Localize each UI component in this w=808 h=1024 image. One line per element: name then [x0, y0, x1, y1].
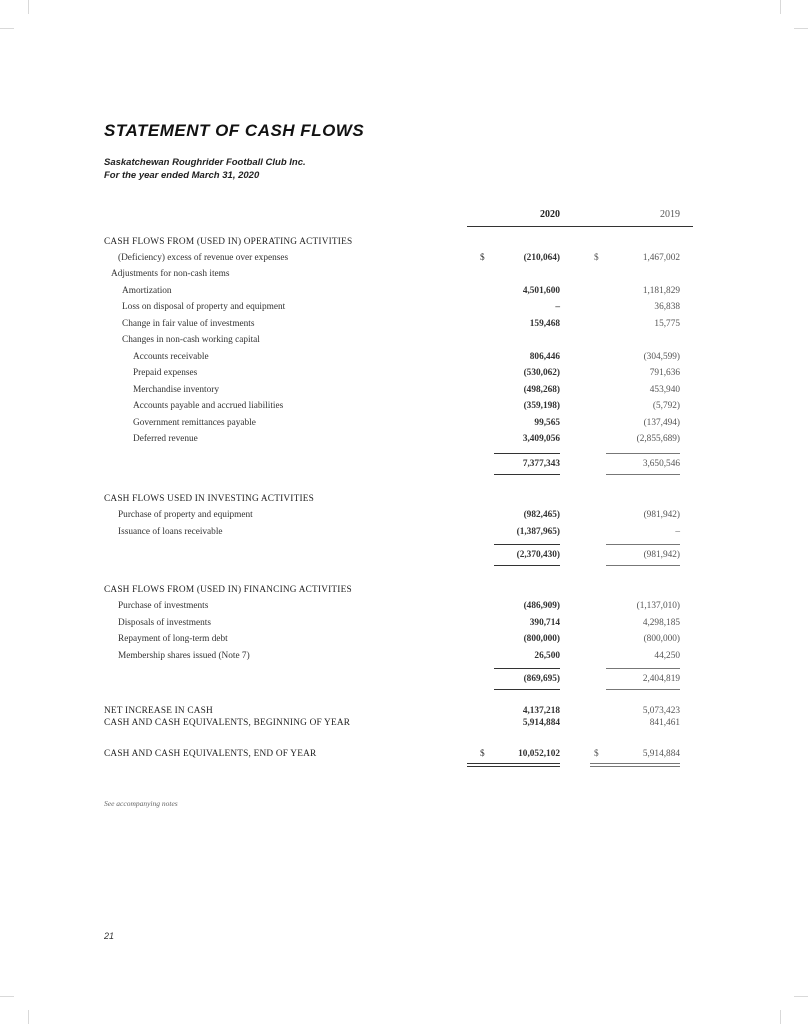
table-row: Amortization 4,501,600 1,181,829	[122, 286, 680, 296]
subtotal-row-operating: 7,377,343 3,650,546	[522, 459, 680, 469]
subtotal-rule	[606, 474, 680, 475]
table-row: Deferred revenue 3,409,056 (2,855,689)	[133, 434, 680, 444]
crop-mark	[794, 996, 808, 997]
double-underline	[590, 763, 680, 764]
table-row: Changes in non-cash working capital	[122, 335, 260, 345]
table-row: Purchase of property and equipment (982,465) (981,942)	[118, 510, 680, 520]
header-rule	[467, 226, 693, 227]
subtotal-rule	[494, 544, 560, 545]
entity-name: Saskatchewan Roughrider Football Club Inc.	[104, 157, 306, 168]
crop-mark	[28, 0, 29, 14]
table-row: Membership shares issued (Note 7) 26,500 44,250	[118, 651, 680, 661]
subtotal-rule	[606, 565, 680, 566]
double-underline	[467, 763, 560, 764]
table-row: Prepaid expenses (530,062) 791,636	[133, 368, 680, 378]
table-row: Merchandise inventory (498,268) 453,940	[133, 385, 680, 395]
crop-mark	[0, 996, 14, 997]
table-row: Loss on disposal of property and equipment – 36,838	[122, 302, 680, 312]
subtotal-rule	[606, 453, 680, 454]
subtotal-rule	[494, 668, 560, 669]
ending-cash-row: CASH AND CASH EQUIVALENTS, END OF YEAR $ 10,052,102 $ 5,914,884	[104, 749, 680, 759]
subtotal-rule	[494, 474, 560, 475]
table-row: Government remittances payable 99,565 (137,494)	[133, 418, 680, 428]
subtotal-rule	[494, 453, 560, 454]
crop-mark	[780, 1010, 781, 1024]
table-row: Purchase of investments (486,909) (1,137,010)	[118, 601, 680, 611]
crop-mark	[28, 1010, 29, 1024]
crop-mark	[0, 28, 14, 29]
table-row: Issuance of loans receivable (1,387,965) –	[118, 527, 680, 537]
subtotal-rule	[494, 689, 560, 690]
table-row: Adjustments for non-cash items	[111, 269, 230, 279]
table-row: Accounts receivable 806,446 (304,599)	[133, 352, 680, 362]
table-row: Change in fair value of investments 159,468 15,775	[122, 319, 680, 329]
reporting-period: For the year ended March 31, 2020	[104, 170, 260, 181]
subtotal-rule	[606, 689, 680, 690]
footnote: See accompanying notes	[104, 799, 178, 808]
net-increase-row: NET INCREASE IN CASH 4,137,218 5,073,423	[104, 706, 680, 716]
subtotal-rule	[494, 565, 560, 566]
double-underline	[590, 766, 680, 767]
column-header-2019: 2019	[660, 209, 680, 220]
section-heading-investing: CASH FLOWS USED IN INVESTING ACTIVITIES	[104, 494, 315, 504]
page-number: 21	[104, 931, 115, 941]
section-heading-operating: CASH FLOWS FROM (USED IN) OPERATING ACTIVITIES	[104, 237, 353, 247]
table-row: Accounts payable and accrued liabilities (359,198) (5,792)	[133, 401, 680, 411]
crop-mark	[794, 28, 808, 29]
crop-mark	[780, 0, 781, 14]
double-underline	[467, 766, 560, 767]
subtotal-rule	[606, 668, 680, 669]
beginning-cash-row: CASH AND CASH EQUIVALENTS, BEGINNING OF YEAR 5,914,884 841,461	[104, 718, 680, 728]
column-header-2020: 2020	[540, 209, 560, 220]
subtotal-row-investing: (2,370,430) (981,942)	[516, 550, 680, 560]
page-title: STATEMENT OF CASH FLOWS	[104, 121, 365, 140]
subtotal-row-financing: (869,695) 2,404,819	[523, 674, 680, 684]
section-heading-financing: CASH FLOWS FROM (USED IN) FINANCING ACTIVITIES	[104, 585, 352, 595]
table-row: Repayment of long-term debt (800,000) (800,000)	[118, 634, 680, 644]
table-row: Disposals of investments 390,714 4,298,185	[118, 618, 680, 628]
subtotal-rule	[606, 544, 680, 545]
table-row: (Deficiency) excess of revenue over expenses $ (210,064) $ 1,467,002	[118, 253, 680, 263]
